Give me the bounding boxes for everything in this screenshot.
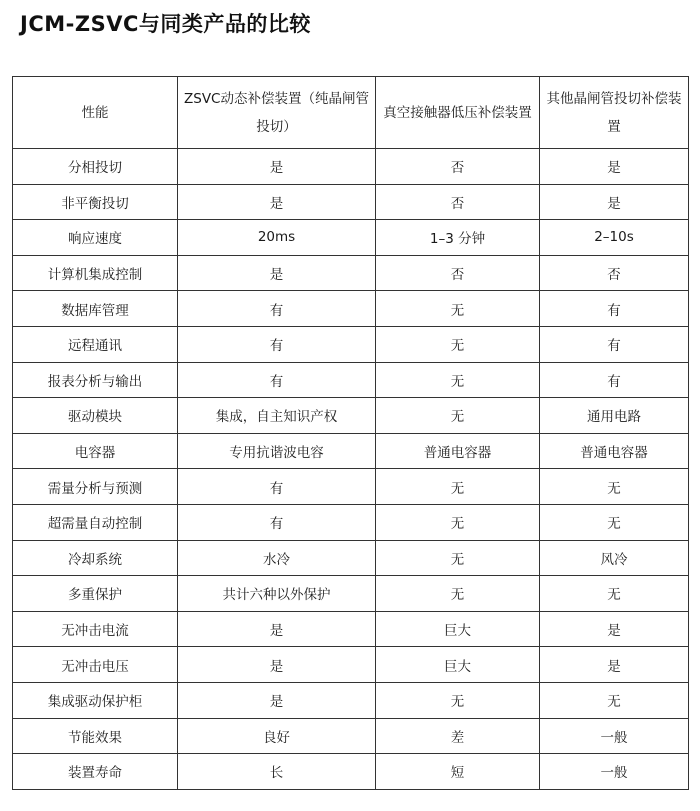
zsvc-cell: 良好 (178, 718, 376, 754)
vacuum-contactor-cell: 无 (376, 504, 540, 540)
vacuum-contactor-cell: 无 (376, 362, 540, 398)
other-thyristor-cell: 无 (540, 469, 689, 505)
vacuum-contactor-cell: 否 (376, 184, 540, 220)
vacuum-contactor-cell: 无 (376, 469, 540, 505)
feature-cell: 无冲击电压 (13, 647, 178, 683)
table-row (13, 255, 689, 291)
zsvc-cell: 是 (178, 184, 376, 220)
other-thyristor-cell: 是 (540, 647, 689, 683)
vacuum-contactor-cell: 无 (376, 291, 540, 327)
other-thyristor-cell: 有 (540, 291, 689, 327)
vacuum-contactor-cell: 巨大 (376, 647, 540, 683)
table-row (13, 469, 689, 505)
zsvc-cell: 是 (178, 682, 376, 718)
table-row (13, 540, 689, 576)
feature-cell: 数据库管理 (13, 291, 178, 327)
zsvc-cell: 集成，自主知识产权 (178, 398, 376, 434)
table-row (13, 611, 689, 647)
table-header (13, 77, 689, 149)
table-row (13, 718, 689, 754)
vacuum-contactor-cell: 无 (376, 540, 540, 576)
other-thyristor-cell: 普通电容器 (540, 433, 689, 469)
other-thyristor-cell: 是 (540, 611, 689, 647)
header-vacuum-contactor: 真空接触器低压补偿装置 (376, 77, 540, 149)
feature-cell: 分相投切 (13, 149, 178, 185)
vacuum-contactor-cell: 巨大 (376, 611, 540, 647)
other-thyristor-cell: 2–10s (540, 220, 689, 256)
zsvc-cell: 有 (178, 291, 376, 327)
vacuum-contactor-cell: 否 (376, 149, 540, 185)
other-thyristor-cell: 否 (540, 255, 689, 291)
header-zsvc: ZSVC动态补偿装置（纯晶闸管投切） (178, 77, 376, 149)
other-thyristor-cell: 有 (540, 326, 689, 362)
other-thyristor-cell: 一般 (540, 718, 689, 754)
table-row (13, 647, 689, 683)
feature-cell: 需量分析与预测 (13, 469, 178, 505)
feature-cell: 冷却系统 (13, 540, 178, 576)
other-thyristor-cell: 无 (540, 576, 689, 612)
table-row (13, 754, 689, 790)
table-row (13, 220, 689, 256)
zsvc-cell: 专用抗谐波电容 (178, 433, 376, 469)
zsvc-cell: 水冷 (178, 540, 376, 576)
header-feature: 性能 (13, 77, 178, 149)
zsvc-cell: 有 (178, 504, 376, 540)
vacuum-contactor-cell: 差 (376, 718, 540, 754)
other-thyristor-cell: 无 (540, 682, 689, 718)
vacuum-contactor-cell: 1–3 分钟 (376, 220, 540, 256)
vacuum-contactor-cell: 无 (376, 398, 540, 434)
feature-cell: 电容器 (13, 433, 178, 469)
feature-cell: 计算机集成控制 (13, 255, 178, 291)
zsvc-cell: 有 (178, 326, 376, 362)
vacuum-contactor-cell: 无 (376, 576, 540, 612)
feature-cell: 超需量自动控制 (13, 504, 178, 540)
zsvc-cell: 有 (178, 469, 376, 505)
other-thyristor-cell: 风冷 (540, 540, 689, 576)
zsvc-cell: 20ms (178, 220, 376, 256)
table-row (13, 326, 689, 362)
other-thyristor-cell: 一般 (540, 754, 689, 790)
table-row (13, 362, 689, 398)
other-thyristor-cell: 无 (540, 504, 689, 540)
table-row (13, 149, 689, 185)
vacuum-contactor-cell: 普通电容器 (376, 433, 540, 469)
comparison-table (12, 76, 689, 790)
feature-cell: 非平衡投切 (13, 184, 178, 220)
other-thyristor-cell: 是 (540, 184, 689, 220)
feature-cell: 远程通讯 (13, 326, 178, 362)
vacuum-contactor-cell: 短 (376, 754, 540, 790)
table-row (13, 291, 689, 327)
zsvc-cell: 长 (178, 754, 376, 790)
other-thyristor-cell: 有 (540, 362, 689, 398)
zsvc-cell: 是 (178, 647, 376, 683)
feature-cell: 节能效果 (13, 718, 178, 754)
vacuum-contactor-cell: 否 (376, 255, 540, 291)
vacuum-contactor-cell: 无 (376, 326, 540, 362)
feature-cell: 驱动模块 (13, 398, 178, 434)
table-row (13, 576, 689, 612)
zsvc-cell: 是 (178, 611, 376, 647)
table-body (13, 149, 689, 790)
table-row (13, 433, 689, 469)
feature-cell: 报表分析与输出 (13, 362, 178, 398)
header-other-thyristor: 其他晶闸管投切补偿装置 (540, 77, 689, 149)
feature-cell: 装置寿命 (13, 754, 178, 790)
zsvc-cell: 共计六种以外保护 (178, 576, 376, 612)
zsvc-cell: 有 (178, 362, 376, 398)
feature-cell: 集成驱动保护柜 (13, 682, 178, 718)
zsvc-cell: 是 (178, 149, 376, 185)
table-row (13, 504, 689, 540)
page-title: JCM-ZSVC与同类产品的比较 (20, 12, 311, 36)
other-thyristor-cell: 通用电路 (540, 398, 689, 434)
table-row (13, 184, 689, 220)
feature-cell: 无冲击电流 (13, 611, 178, 647)
header-row (13, 77, 689, 149)
table-row (13, 682, 689, 718)
feature-cell: 响应速度 (13, 220, 178, 256)
vacuum-contactor-cell: 无 (376, 682, 540, 718)
zsvc-cell: 是 (178, 255, 376, 291)
table-row (13, 398, 689, 434)
feature-cell: 多重保护 (13, 576, 178, 612)
other-thyristor-cell: 是 (540, 149, 689, 185)
